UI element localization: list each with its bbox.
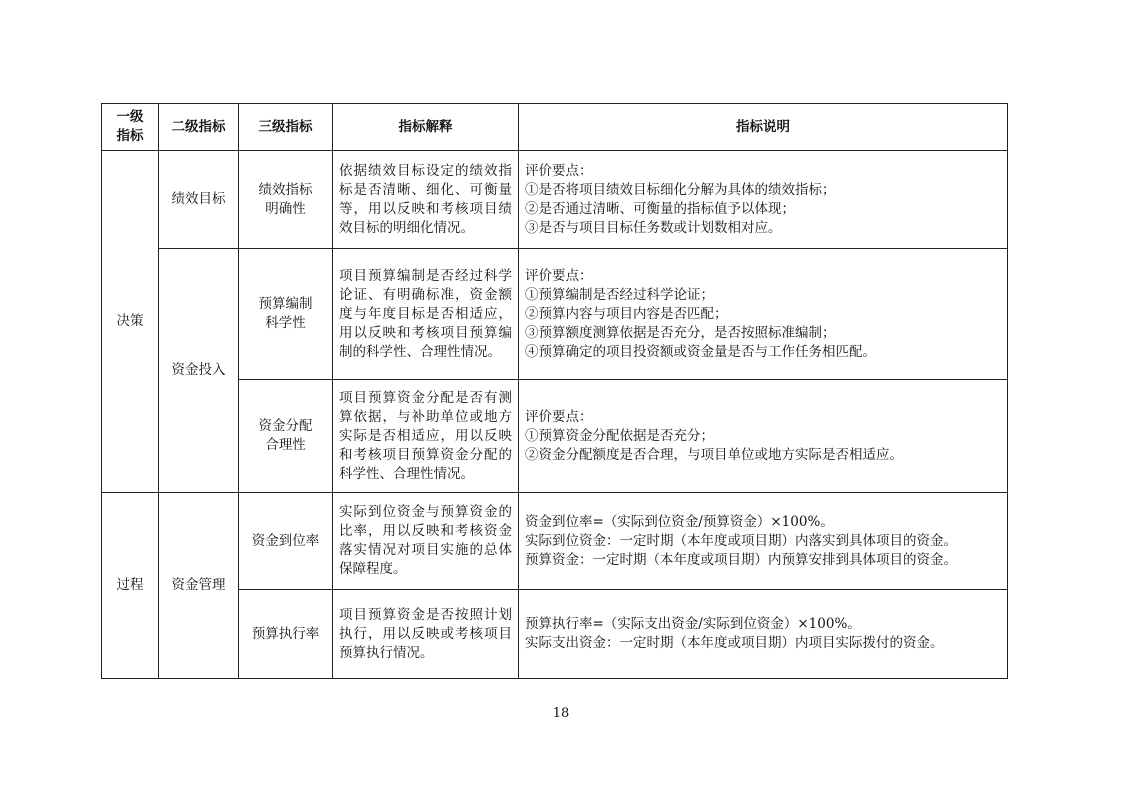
level3-cell: 资金分配 合理性	[239, 380, 333, 493]
note-cell: 资金到位率=（实际到位资金/预算资金）×100%。 实际到位资金：一定时期（本年度或项目期）内落实到具体项目的资金。 预算资金：一定时期（本年度或项目期）内预算安排到具体项目的资金。	[519, 493, 1008, 590]
header-level1: 一级 指标	[102, 104, 159, 151]
header-level3: 三级指标	[239, 104, 333, 151]
level2-cell: 绩效目标	[159, 151, 239, 249]
explanation-cell: 项目预算资金是否按照计划执行，用以反映或考核项目预算执行情况。	[333, 590, 519, 679]
table-row	[102, 493, 1008, 590]
note-cell: 评价要点： ①预算编制是否经过科学论证； ②预算内容与项目内容是否匹配； ③预算额度测算依据是否充分，是否按照标准编制； ④预算确定的项目投资额或资金量是否与工作任务相匹配。	[519, 249, 1008, 380]
header-level2: 二级指标	[159, 104, 239, 151]
note-cell: 评价要点： ①预算资金分配依据是否充分； ②资金分配额度是否合理，与项目单位或地方实际是否相适应。	[519, 380, 1008, 493]
note-cell: 预算执行率=（实际支出资金/实际到位资金）×100%。 实际支出资金：一定时期（本年度或项目期）内项目实际拨付的资金。	[519, 590, 1008, 679]
note-cell: 评价要点： ①是否将项目绩效目标细化分解为具体的绩效指标； ②是否通过清晰、可衡量的指标值予以体现； ③是否与项目目标任务数或计划数相对应。	[519, 151, 1008, 249]
table-row	[102, 151, 1008, 249]
performance-indicator-table	[101, 103, 1008, 679]
table-header-row	[102, 104, 1008, 151]
level2-cell: 资金投入	[159, 249, 239, 493]
explanation-cell: 实际到位资金与预算资金的比率，用以反映和考核资金落实情况对项目实施的总体保障程度。	[333, 493, 519, 590]
level3-cell: 预算执行率	[239, 590, 333, 679]
level1-cell: 过程	[102, 493, 159, 679]
level2-cell: 资金管理	[159, 493, 239, 679]
level3-cell: 绩效指标 明确性	[239, 151, 333, 249]
header-explanation: 指标解释	[333, 104, 519, 151]
explanation-cell: 项目预算编制是否经过科学论证、有明确标准，资金额度与年度目标是否相适应，用以反映和考核项目预算编制的科学性、合理性情况。	[333, 249, 519, 380]
explanation-cell: 依据绩效目标设定的绩效指标是否清晰、细化、可衡量等，用以反映和考核项目绩效目标的明细化情况。	[333, 151, 519, 249]
header-note: 指标说明	[519, 104, 1008, 151]
explanation-cell: 项目预算资金分配是否有测算依据，与补助单位或地方实际是否相适应，用以反映和考核项目预算资金分配的科学性、合理性情况。	[333, 380, 519, 493]
level3-cell: 预算编制 科学性	[239, 249, 333, 380]
level3-cell: 资金到位率	[239, 493, 333, 590]
level1-cell: 决策	[102, 151, 159, 493]
page-number: 18	[552, 706, 570, 721]
table-row	[102, 249, 1008, 380]
